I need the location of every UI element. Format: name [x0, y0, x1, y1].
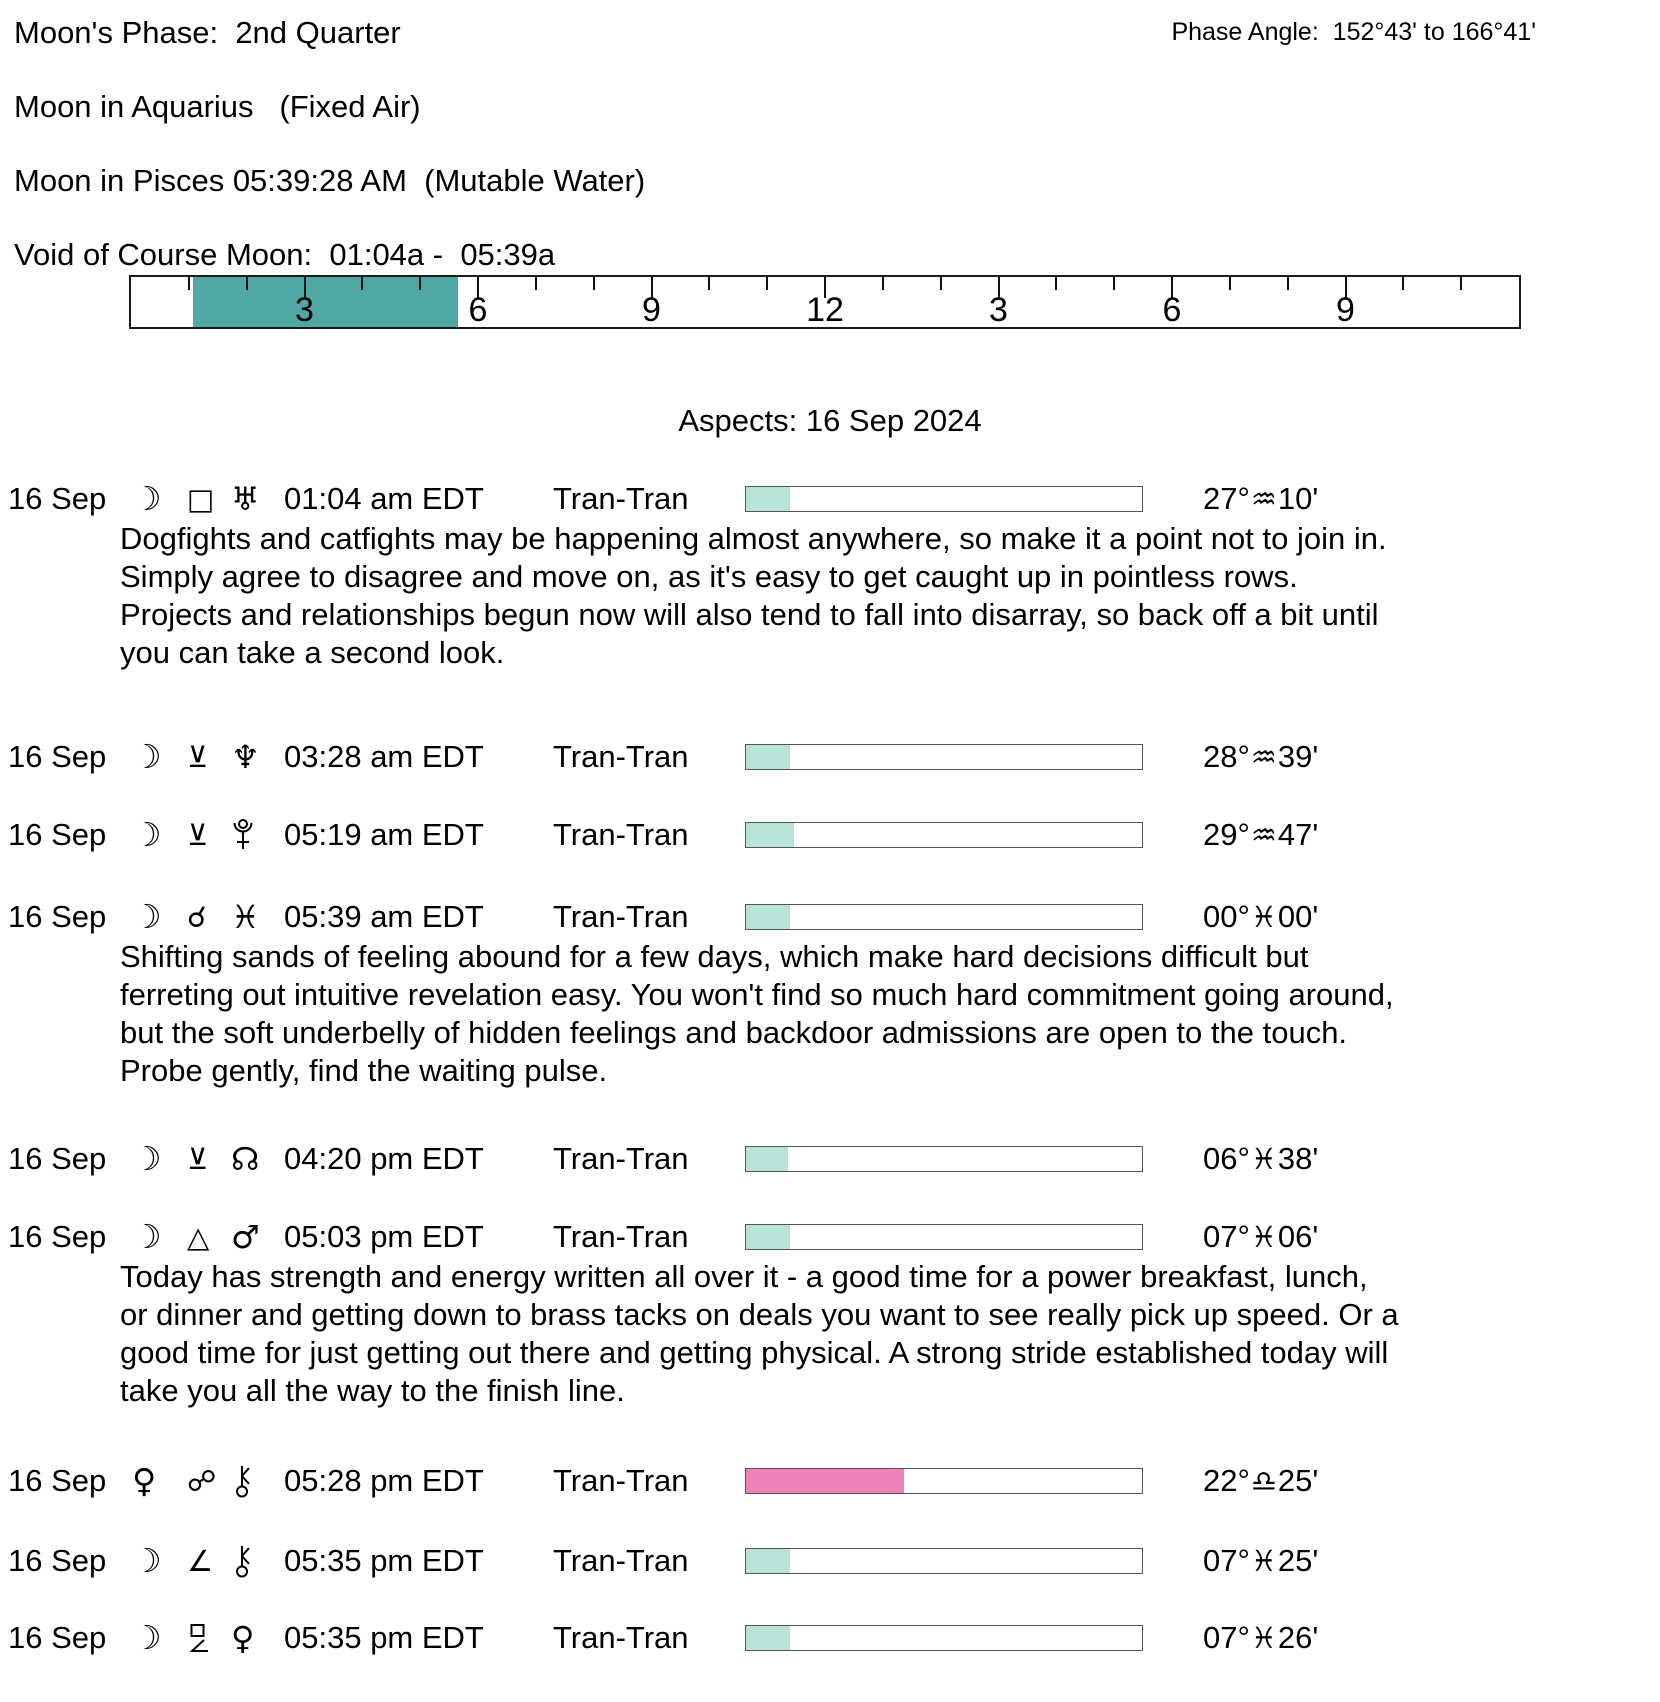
aspect-time: 05:19 am EDT: [284, 817, 484, 852]
moon-icon: ☽: [132, 1217, 162, 1256]
aspect-date: 16 Sep: [8, 739, 107, 774]
aspect-block: [0, 1618, 1660, 1658]
orb-progress-fill: [746, 1225, 790, 1249]
aspect-date: 16 Sep: [8, 1620, 107, 1655]
aspects-list: [0, 479, 1660, 1658]
moon-icon: ☽: [132, 1618, 162, 1657]
aspect-date: 16 Sep: [8, 1463, 107, 1498]
hour-label: 9: [1336, 291, 1355, 329]
aspect-block: [0, 737, 1660, 777]
minutes-value: 06': [1277, 1219, 1319, 1254]
hour-tick: [882, 277, 884, 290]
hour-tick: [188, 277, 190, 290]
orb-progress-bar: [745, 1625, 1143, 1651]
uranus-icon: ♅: [231, 480, 260, 518]
header-row-1: [14, 14, 1660, 52]
aspect-description-line: Shifting sands of feeling abound for a few days, which make hard decisions difficult but: [120, 939, 1309, 974]
aspect-type: Tran-Tran: [553, 481, 689, 516]
moon-aspects-report: [0, 14, 1660, 1702]
hour-tick: [1402, 277, 1404, 290]
aspect-description-line: Today has strength and energy written all over it - a good time for a power breakfast, lunch,: [120, 1259, 1368, 1294]
aspect-position: [1203, 815, 1318, 855]
aspect-description-line: Projects and relationships begun now will also tend to fall into disarray, so back off a bit until: [120, 597, 1379, 632]
moon-icon: ☽: [132, 737, 162, 776]
degree-value: 07°: [1203, 1219, 1250, 1254]
aspect-row: [0, 815, 1660, 855]
opposition-icon: ☍: [187, 1464, 217, 1498]
aspect-type: Tran-Tran: [553, 1543, 689, 1578]
minutes-value: 39': [1277, 739, 1319, 774]
moon-icon: ☽: [132, 815, 162, 854]
aspect-type: Tran-Tran: [553, 1141, 689, 1176]
orb-progress-fill: [746, 487, 790, 511]
hour-tick: [766, 277, 768, 290]
semi-sextile-icon: ⊻: [187, 1142, 209, 1176]
aspect-type: Tran-Tran: [553, 1219, 689, 1254]
minutes-value: 25': [1277, 1463, 1319, 1498]
hour-tick: [593, 277, 595, 290]
aspect-row: [0, 1217, 1660, 1257]
pisces-icon: ♓: [1250, 1220, 1277, 1254]
pisces-icon: ♓: [1250, 1621, 1277, 1655]
semi-square-icon: ∠: [187, 1544, 213, 1578]
aspect-time: 05:39 am EDT: [284, 899, 484, 934]
degree-value: 29°: [1203, 817, 1250, 852]
pisces-icon: ♓: [1250, 1142, 1277, 1176]
aspect-time: 03:28 am EDT: [284, 739, 484, 774]
moon-icon: ☽: [132, 479, 162, 518]
pisces-icon: ♓: [1250, 900, 1277, 934]
void-of-course-region: [193, 277, 458, 327]
orb-progress-fill: [746, 1626, 790, 1650]
aspect-time: 01:04 am EDT: [284, 481, 484, 516]
void-of-course-text: Void of Course Moon: 01:04a - 05:39a: [14, 237, 556, 272]
orb-progress-fill: [746, 1469, 904, 1493]
aquarius-icon: ♒: [1250, 740, 1277, 774]
hour-tick: [1229, 277, 1231, 290]
aspect-row: [0, 897, 1660, 937]
north-node-icon: ☊: [231, 1140, 260, 1178]
aspect-description-line: but the soft underbelly of hidden feelings and backdoor admissions are open to the touch.: [120, 1015, 1348, 1050]
pluto-icon: [231, 815, 255, 855]
aspect-block: [0, 1541, 1660, 1581]
aspect-row: [0, 1541, 1660, 1581]
sesquiquadrate-icon: [187, 1618, 211, 1658]
minutes-value: 38': [1277, 1141, 1319, 1176]
aspect-block: [0, 1217, 1660, 1410]
trine-icon: △: [187, 1220, 210, 1254]
aspect-type: Tran-Tran: [553, 899, 689, 934]
aspect-description: [120, 1258, 1660, 1410]
aspect-block: [0, 815, 1660, 855]
moons-phase-text: Moon's Phase: 2nd Quarter: [14, 15, 401, 50]
orb-progress-bar: [745, 1224, 1143, 1250]
header: [0, 14, 1660, 274]
semi-sextile-icon: ⊻: [187, 818, 209, 852]
hour-tick: [419, 277, 421, 290]
aspect-description-line: ferreting out intuitive revelation easy. You won't find so much hard commitment going around,: [120, 977, 1394, 1012]
moon-icon: ☽: [132, 1541, 162, 1580]
aspect-position: [1203, 1461, 1318, 1501]
aspect-time: 05:03 pm EDT: [284, 1219, 484, 1254]
mars-icon: ♂: [231, 1218, 260, 1256]
orb-progress-bar: [745, 744, 1143, 770]
libra-icon: ♎: [1250, 1464, 1277, 1498]
aspect-position: [1203, 1618, 1318, 1658]
hour-tick: [708, 277, 710, 290]
degree-value: 28°: [1203, 739, 1250, 774]
aspect-position: [1203, 1217, 1318, 1257]
orb-progress-fill: [746, 1147, 788, 1171]
phase-angle-text: Phase Angle: 152°43' to 166°41': [1171, 18, 1536, 46]
degree-value: 00°: [1203, 899, 1250, 934]
aspects-title: Aspects: 16 Sep 2024: [678, 403, 982, 438]
aspect-row: [0, 1461, 1660, 1501]
aspect-date: 16 Sep: [8, 1543, 107, 1578]
aspect-block: [0, 1139, 1660, 1179]
hour-tick: [535, 277, 537, 290]
hour-label: 3: [989, 291, 1008, 329]
aspect-row: [0, 479, 1660, 519]
aspect-position: [1203, 1541, 1318, 1581]
hour-label: 9: [642, 291, 661, 329]
aspect-time: 05:28 pm EDT: [284, 1463, 484, 1498]
day-ruler: [129, 275, 1521, 329]
hour-tick: [246, 277, 248, 290]
aspect-date: 16 Sep: [8, 899, 107, 934]
aspect-description: [120, 520, 1660, 672]
aspect-date: 16 Sep: [8, 481, 107, 516]
moon-in-pisces-text: Moon in Pisces 05:39:28 AM (Mutable Water): [14, 163, 646, 198]
hour-label: 6: [468, 291, 488, 329]
semi-sextile-icon: ⊻: [187, 740, 209, 774]
aspect-position: [1203, 897, 1318, 937]
degree-value: 22°: [1203, 1463, 1250, 1498]
venus-icon: ♀: [132, 1461, 157, 1500]
hour-tick: [1055, 277, 1057, 290]
orb-progress-fill: [746, 905, 790, 929]
degree-value: 07°: [1203, 1620, 1250, 1655]
aspect-row: [0, 1139, 1660, 1179]
aquarius-icon: ♒: [1250, 482, 1277, 516]
aspect-time: 04:20 pm EDT: [284, 1141, 484, 1176]
aspect-description-line: you can take a second look.: [120, 635, 505, 670]
hour-label: 6: [1162, 291, 1182, 329]
aspect-type: Tran-Tran: [553, 1463, 689, 1498]
aspect-time: 05:35 pm EDT: [284, 1620, 484, 1655]
aspect-description-line: Simply agree to disagree and move on, as it's easy to get caught up in pointless rows.: [120, 559, 1298, 594]
aspect-description-line: or dinner and getting down to brass tacks on deals you want to see really pick up speed. Or a: [120, 1297, 1399, 1332]
hour-label: 3: [295, 291, 314, 329]
moon-in-aquarius-text: Moon in Aquarius (Fixed Air): [14, 89, 421, 124]
aspect-position: [1203, 1139, 1318, 1179]
aspect-row: [0, 737, 1660, 777]
minutes-value: 10': [1277, 481, 1319, 516]
neptune-icon: ♆: [231, 738, 260, 776]
minutes-value: 25': [1277, 1543, 1319, 1578]
conjunction-icon: ☌: [187, 900, 207, 934]
aspect-block: [0, 1461, 1660, 1501]
aspect-type: Tran-Tran: [553, 817, 689, 852]
aspect-row: [0, 1618, 1660, 1658]
aspect-position: [1203, 479, 1318, 519]
minutes-value: 47': [1277, 817, 1319, 852]
pisces-icon: ♓: [231, 898, 260, 936]
aspect-date: 16 Sep: [8, 817, 107, 852]
aspect-description-line: Probe gently, find the waiting pulse.: [120, 1053, 608, 1088]
minutes-value: 00': [1277, 899, 1319, 934]
orb-progress-bar: [745, 1468, 1143, 1494]
aspect-type: Tran-Tran: [553, 739, 689, 774]
square-icon: □: [187, 482, 215, 516]
moon-icon: ☽: [132, 1139, 162, 1178]
orb-progress-fill: [746, 745, 790, 769]
moon-icon: ☽: [132, 897, 162, 936]
aspect-time: 05:35 pm EDT: [284, 1543, 484, 1578]
chiron-icon: [231, 1461, 253, 1501]
hour-tick: [1287, 277, 1289, 290]
aspect-type: Tran-Tran: [553, 1620, 689, 1655]
aspect-block: [0, 479, 1660, 672]
aspect-block: [0, 897, 1660, 1090]
aspect-description-line: good time for just getting out there and getting physical. A strong stride established today will: [120, 1335, 1389, 1370]
degree-value: 07°: [1203, 1543, 1250, 1578]
orb-progress-bar: [745, 1146, 1143, 1172]
hour-tick: [1113, 277, 1115, 290]
orb-progress-bar: [745, 1548, 1143, 1574]
aspect-description: [120, 938, 1660, 1090]
degree-value: 06°: [1203, 1141, 1250, 1176]
aquarius-icon: ♒: [1250, 818, 1277, 852]
degree-value: 27°: [1203, 481, 1250, 516]
hour-tick: [1460, 277, 1462, 290]
aspect-position: [1203, 737, 1318, 777]
orb-progress-fill: [746, 823, 794, 847]
aspect-description-line: take you all the way to the finish line.: [120, 1373, 625, 1408]
minutes-value: 26': [1277, 1620, 1319, 1655]
venus-icon: ♀: [231, 1619, 255, 1657]
aspect-description-line: Dogfights and catfights may be happening almost anywhere, so make it a point not to join in.: [120, 521, 1387, 556]
hour-label: 12: [806, 291, 844, 329]
aspect-date: 16 Sep: [8, 1219, 107, 1254]
orb-progress-bar: [745, 822, 1143, 848]
orb-progress-bar: [745, 486, 1143, 512]
hour-tick: [361, 277, 363, 290]
hour-tick: [940, 277, 942, 290]
pisces-icon: ♓: [1250, 1544, 1277, 1578]
chiron-icon: [231, 1541, 253, 1581]
orb-progress-fill: [746, 1549, 790, 1573]
orb-progress-bar: [745, 904, 1143, 930]
aspect-date: 16 Sep: [8, 1141, 107, 1176]
